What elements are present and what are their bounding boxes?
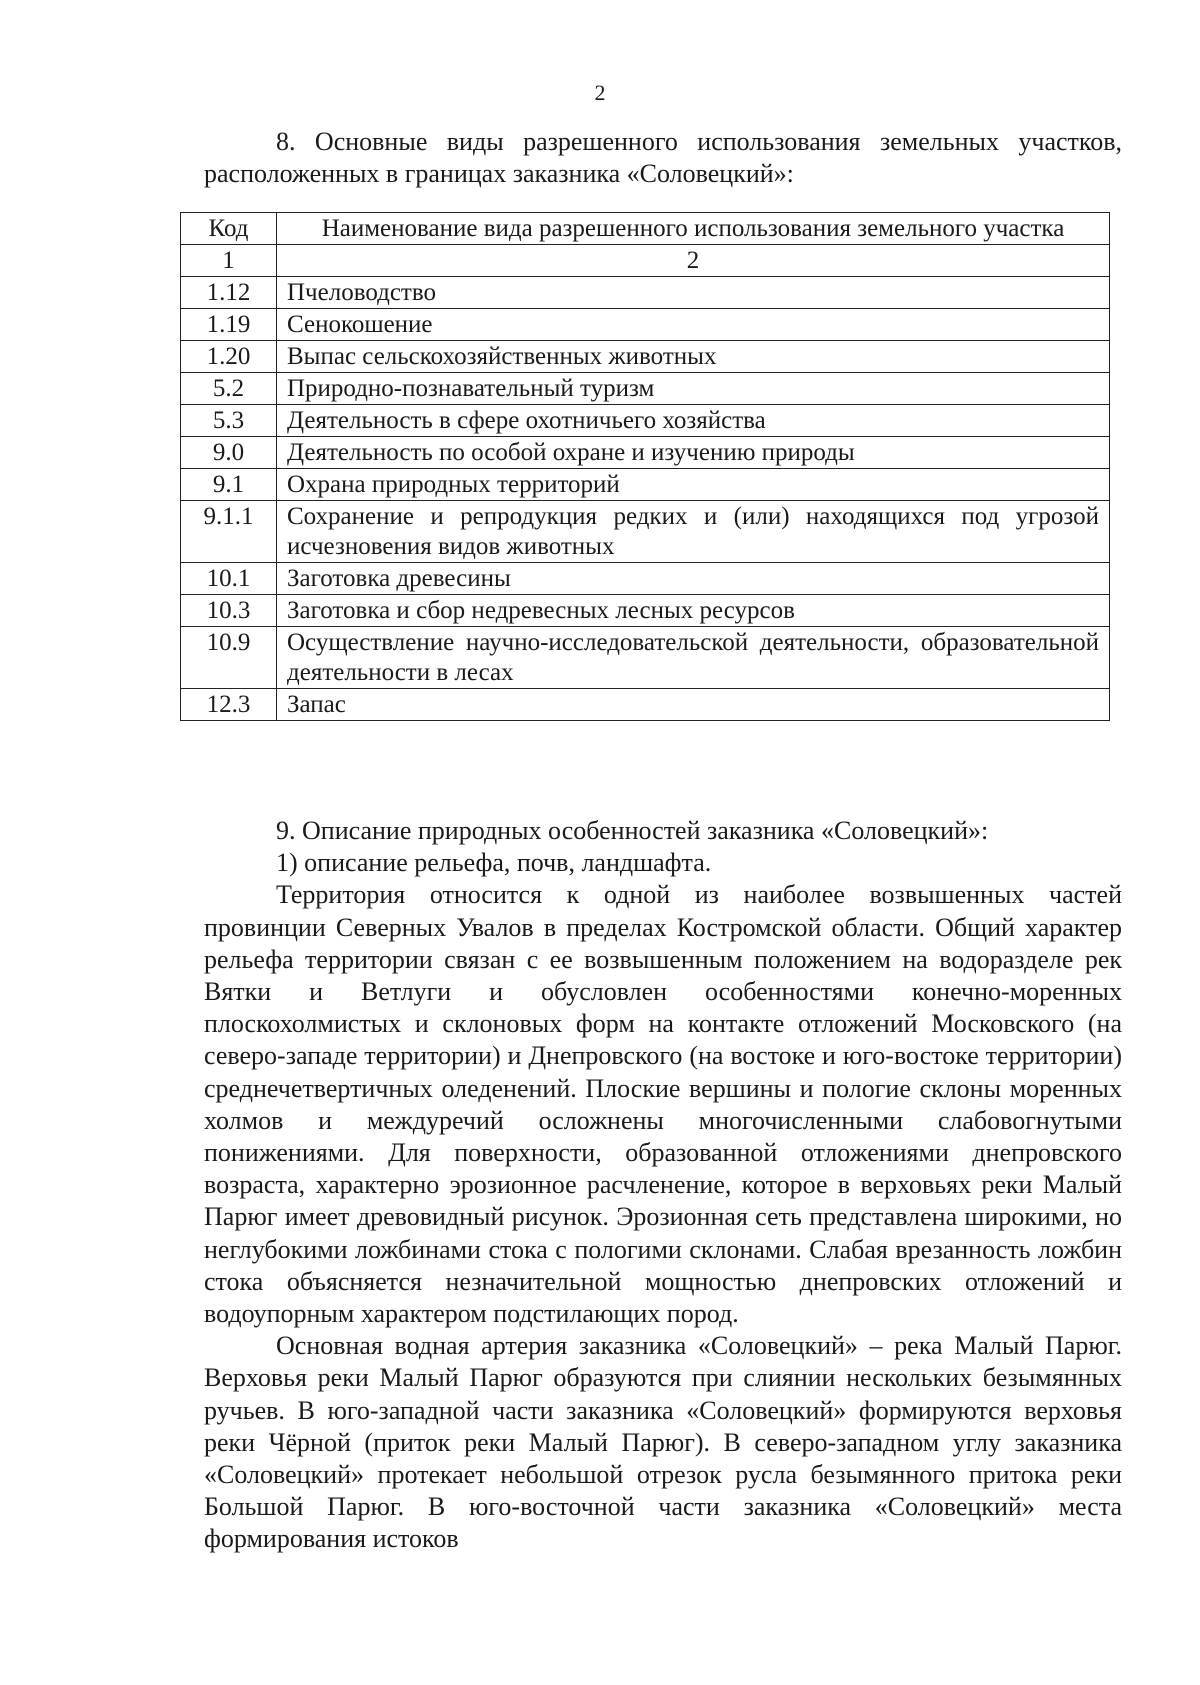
row-name: Деятельность по особой охране и изучению природы [277, 437, 1110, 469]
table-row [181, 563, 1110, 595]
table-row [181, 277, 1110, 309]
table-row [181, 405, 1110, 437]
row-code: 10.9 [181, 627, 277, 689]
section-9-subheading: 1) описание рельефа, почв, ландшафта. [276, 848, 712, 878]
table-row [181, 469, 1110, 501]
table-row [181, 309, 1110, 341]
water-paragraph: Основная водная артерия заказника «Соловецкий» – река Малый Парюг. Верховья реки Малый Парюг образуются при слиянии нескольких безымянных ручьев. В юго-западной части заказника «Соловецкий» формируются верховья реки Чёрной (приток реки Малый Парюг). В северо-западном углу заказника «Соловецкий» протекает небольшой отрезок русла безымянного притока реки Большой Парюг. В юго-восточной части заказника «Соловецкий» места формирования истоков [204, 1331, 1122, 1554]
relief-paragraph: Территория относится к одной из наиболее возвышенных частей провинции Северных Увалов в пределах Костромской области. Общий характер рельефа территории связан с ее возвышенным положением на водоразделе рек Вятки и Ветлуги и обусловлен особенностями конечно-моренных плоскохолмистых и склоновых форм на контакте отложений Московского (на северо-западе территории) и Днепровского (на востоке и юго-востоке территории) среднечетвертичных оледенений. Плоские вершины и пологие склоны моренных холмов и междуречий осложнены многочисленными слабовогнутыми понижениями. Для поверхности, образованной отложениями днепровского возраста, характерно эрозионное расчленение, которое в верховьях реки Малый Парюг имеет древовидный рисунок. Эрозионная сеть представлена широкими, но неглубокими ложбинами стока с пологими склонами. Слабая врезанность ложбин стока объясняется незначительной мощностью днепровских отложений и водоупорным характером подстилающих пород. [204, 880, 1122, 1329]
row-name: Осуществление научно-исследовательской деятельности, образовательной деятельности в лесах [277, 627, 1110, 689]
row-name: Природно-познавательный туризм [277, 373, 1110, 405]
row-code: 1.12 [181, 277, 277, 309]
row-name: Сенокошение [277, 309, 1110, 341]
table-header-row [181, 213, 1110, 245]
section-8-heading: 8. Основные виды разрешенного использования земельных участков, расположенных в границах заказника «Соловецкий»: [204, 127, 1122, 188]
row-code: 1.20 [181, 341, 277, 373]
table-row [181, 595, 1110, 627]
row-name: Сохранение и репродукция редких и (или) находящихся под угрозой исчезновения видов животных [277, 501, 1110, 563]
row-name: Заготовка и сбор недревесных лесных ресурсов [277, 595, 1110, 627]
table-row [181, 627, 1110, 689]
table-row [181, 373, 1110, 405]
row-code: 10.1 [181, 563, 277, 595]
row-name: Запас [277, 689, 1110, 721]
row-code: 9.0 [181, 437, 277, 469]
row-code: 5.3 [181, 405, 277, 437]
row-code: 10.3 [181, 595, 277, 627]
page-number: 2 [594, 80, 606, 105]
section-9 [204, 815, 1122, 1556]
section-8 [204, 126, 1122, 190]
table-row [181, 501, 1110, 563]
row-name: Пчеловодство [277, 277, 1110, 309]
numbering-col2: 2 [277, 245, 1110, 277]
row-code: 9.1 [181, 469, 277, 501]
row-name: Заготовка древесины [277, 563, 1110, 595]
row-name: Выпас сельскохозяйственных животных [277, 341, 1110, 373]
row-name: Деятельность в сфере охотничьего хозяйства [277, 405, 1110, 437]
numbering-col1: 1 [181, 245, 277, 277]
row-code: 12.3 [181, 689, 277, 721]
table-row [181, 341, 1110, 373]
header-name: Наименование вида разрешенного использования земельного участка [277, 213, 1110, 245]
table-row [181, 437, 1110, 469]
table-numbering-row [181, 245, 1110, 277]
table-row [181, 689, 1110, 721]
header-code: Код [181, 213, 277, 245]
row-name: Охрана природных территорий [277, 469, 1110, 501]
land-use-table [180, 212, 1110, 721]
section-9-heading: 9. Описание природных особенностей заказника «Соловецкий»: [276, 816, 989, 845]
row-code: 1.19 [181, 309, 277, 341]
row-code: 9.1.1 [181, 501, 277, 563]
row-code: 5.2 [181, 373, 277, 405]
